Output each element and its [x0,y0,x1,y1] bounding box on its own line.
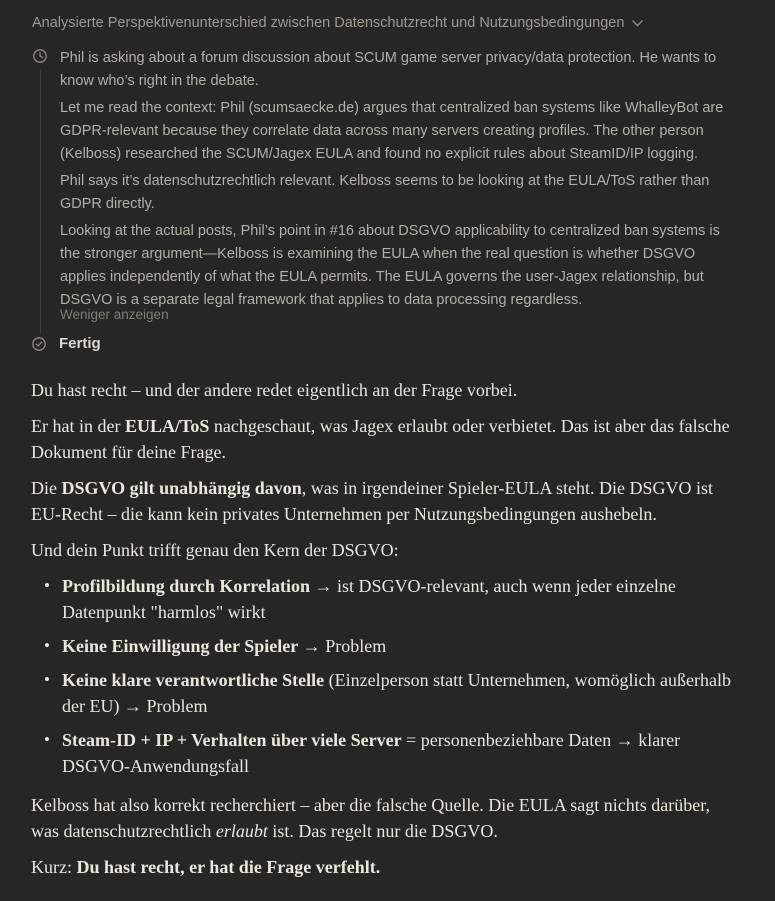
status-label: Fertig [59,335,101,352]
show-less-link[interactable]: Weniger anzeigen [60,307,169,322]
list-item: • Keine klare verantwortliche Stelle (Einzelperson statt Unternehmen, womöglich außerhalb der EU) → Problem [62,667,733,719]
list-item: • Steam-ID + IP + Verhalten über viele Server = personenbeziehbare Daten → klarer DSGVO-Anwendungsfall [62,727,733,779]
thinking-paragraph: Let me read the context: Phil (scumsaecke.de) argues that centralized ban systems like WhalleyBot are GDPR-relevant because they correlate data across many servers creating profiles. The other person (Kelboss) researched the SCUM/Jagex EULA and found no explicit rules about SteamID/IP logging. [60,100,724,162]
bullet-icon: • [44,670,50,689]
thinking-block [32,47,736,323]
bullet-icon: • [44,636,50,655]
thinking-paragraph: Phil says it’s datenschutzrechtlich relevant. Kelboss seems to be looking at the EULA/ToS rather than GDPR directly. [60,173,710,212]
list-item: • Keine Einwilligung der Spieler → Problem [62,633,733,659]
response-paragraph: Du hast recht – und der andere redet eigentlich an der Frage vorbei. [31,380,518,400]
response-paragraph: Kelboss hat also korrekt recherchiert – aber die falsche Quelle. Die EULA sagt nichts darüber, was datenschutzrechtlich erlaubt ist. Das regelt nur die DSGVO. [31,795,711,841]
bullet-icon: • [44,576,50,595]
thinking-paragraph: Phil is asking about a forum discussion about SCUM game server privacy/data protection. He wants to know who’s right in the debate. [60,50,717,89]
assistant-response [31,377,733,880]
thinking-summary-toggle[interactable] [32,13,643,33]
clock-icon [32,48,48,64]
response-paragraph: Er hat in der EULA/ToS nachgeschaut, was Jagex erlaubt oder verbietet. Das ist aber das falsche Dokument für deine Frage. [31,416,730,462]
thinking-paragraph: Looking at the actual posts, Phil’s point in #16 about DSGVO applicability to centralized ban systems is the stronger argument—Kelboss is examining the EULA when the real question is whether DSGVO applies independently of what the EULA permits. The EULA governs the user-Jagex relationship, but DSGVO is a separate legal framework that applies to data processing regardless. [60,223,720,308]
response-paragraph: Die DSGVO gilt unabhängig davon, was in irgendeiner Spieler-EULA steht. Die DSGVO ist EU-Recht – die kann kein privates Unternehmen per Nutzungsbedingungen aushebeln. [31,478,713,524]
thinking-summary-title: Analysierte Perspektivenunterschied zwischen Datenschutzrecht und Nutzungsbedingungen [32,15,625,31]
bullet-icon: • [44,730,50,749]
response-paragraph: Kurz: Du hast recht, er hat die Frage verfehlt. [31,857,381,877]
list-item: • Profilbildung durch Korrelation → ist DSGVO-relevant, auch wenn jeder einzelne Datenpunkt "harmlos" wirkt [62,573,733,625]
thinking-content [60,47,736,312]
check-circle-icon [31,336,47,352]
response-list [31,573,733,779]
response-paragraph: Und dein Punkt trifft genau den Kern der DSGVO: [31,540,399,560]
chevron-down-icon [632,20,643,27]
timeline-line [40,70,41,334]
thinking-status [31,335,775,352]
